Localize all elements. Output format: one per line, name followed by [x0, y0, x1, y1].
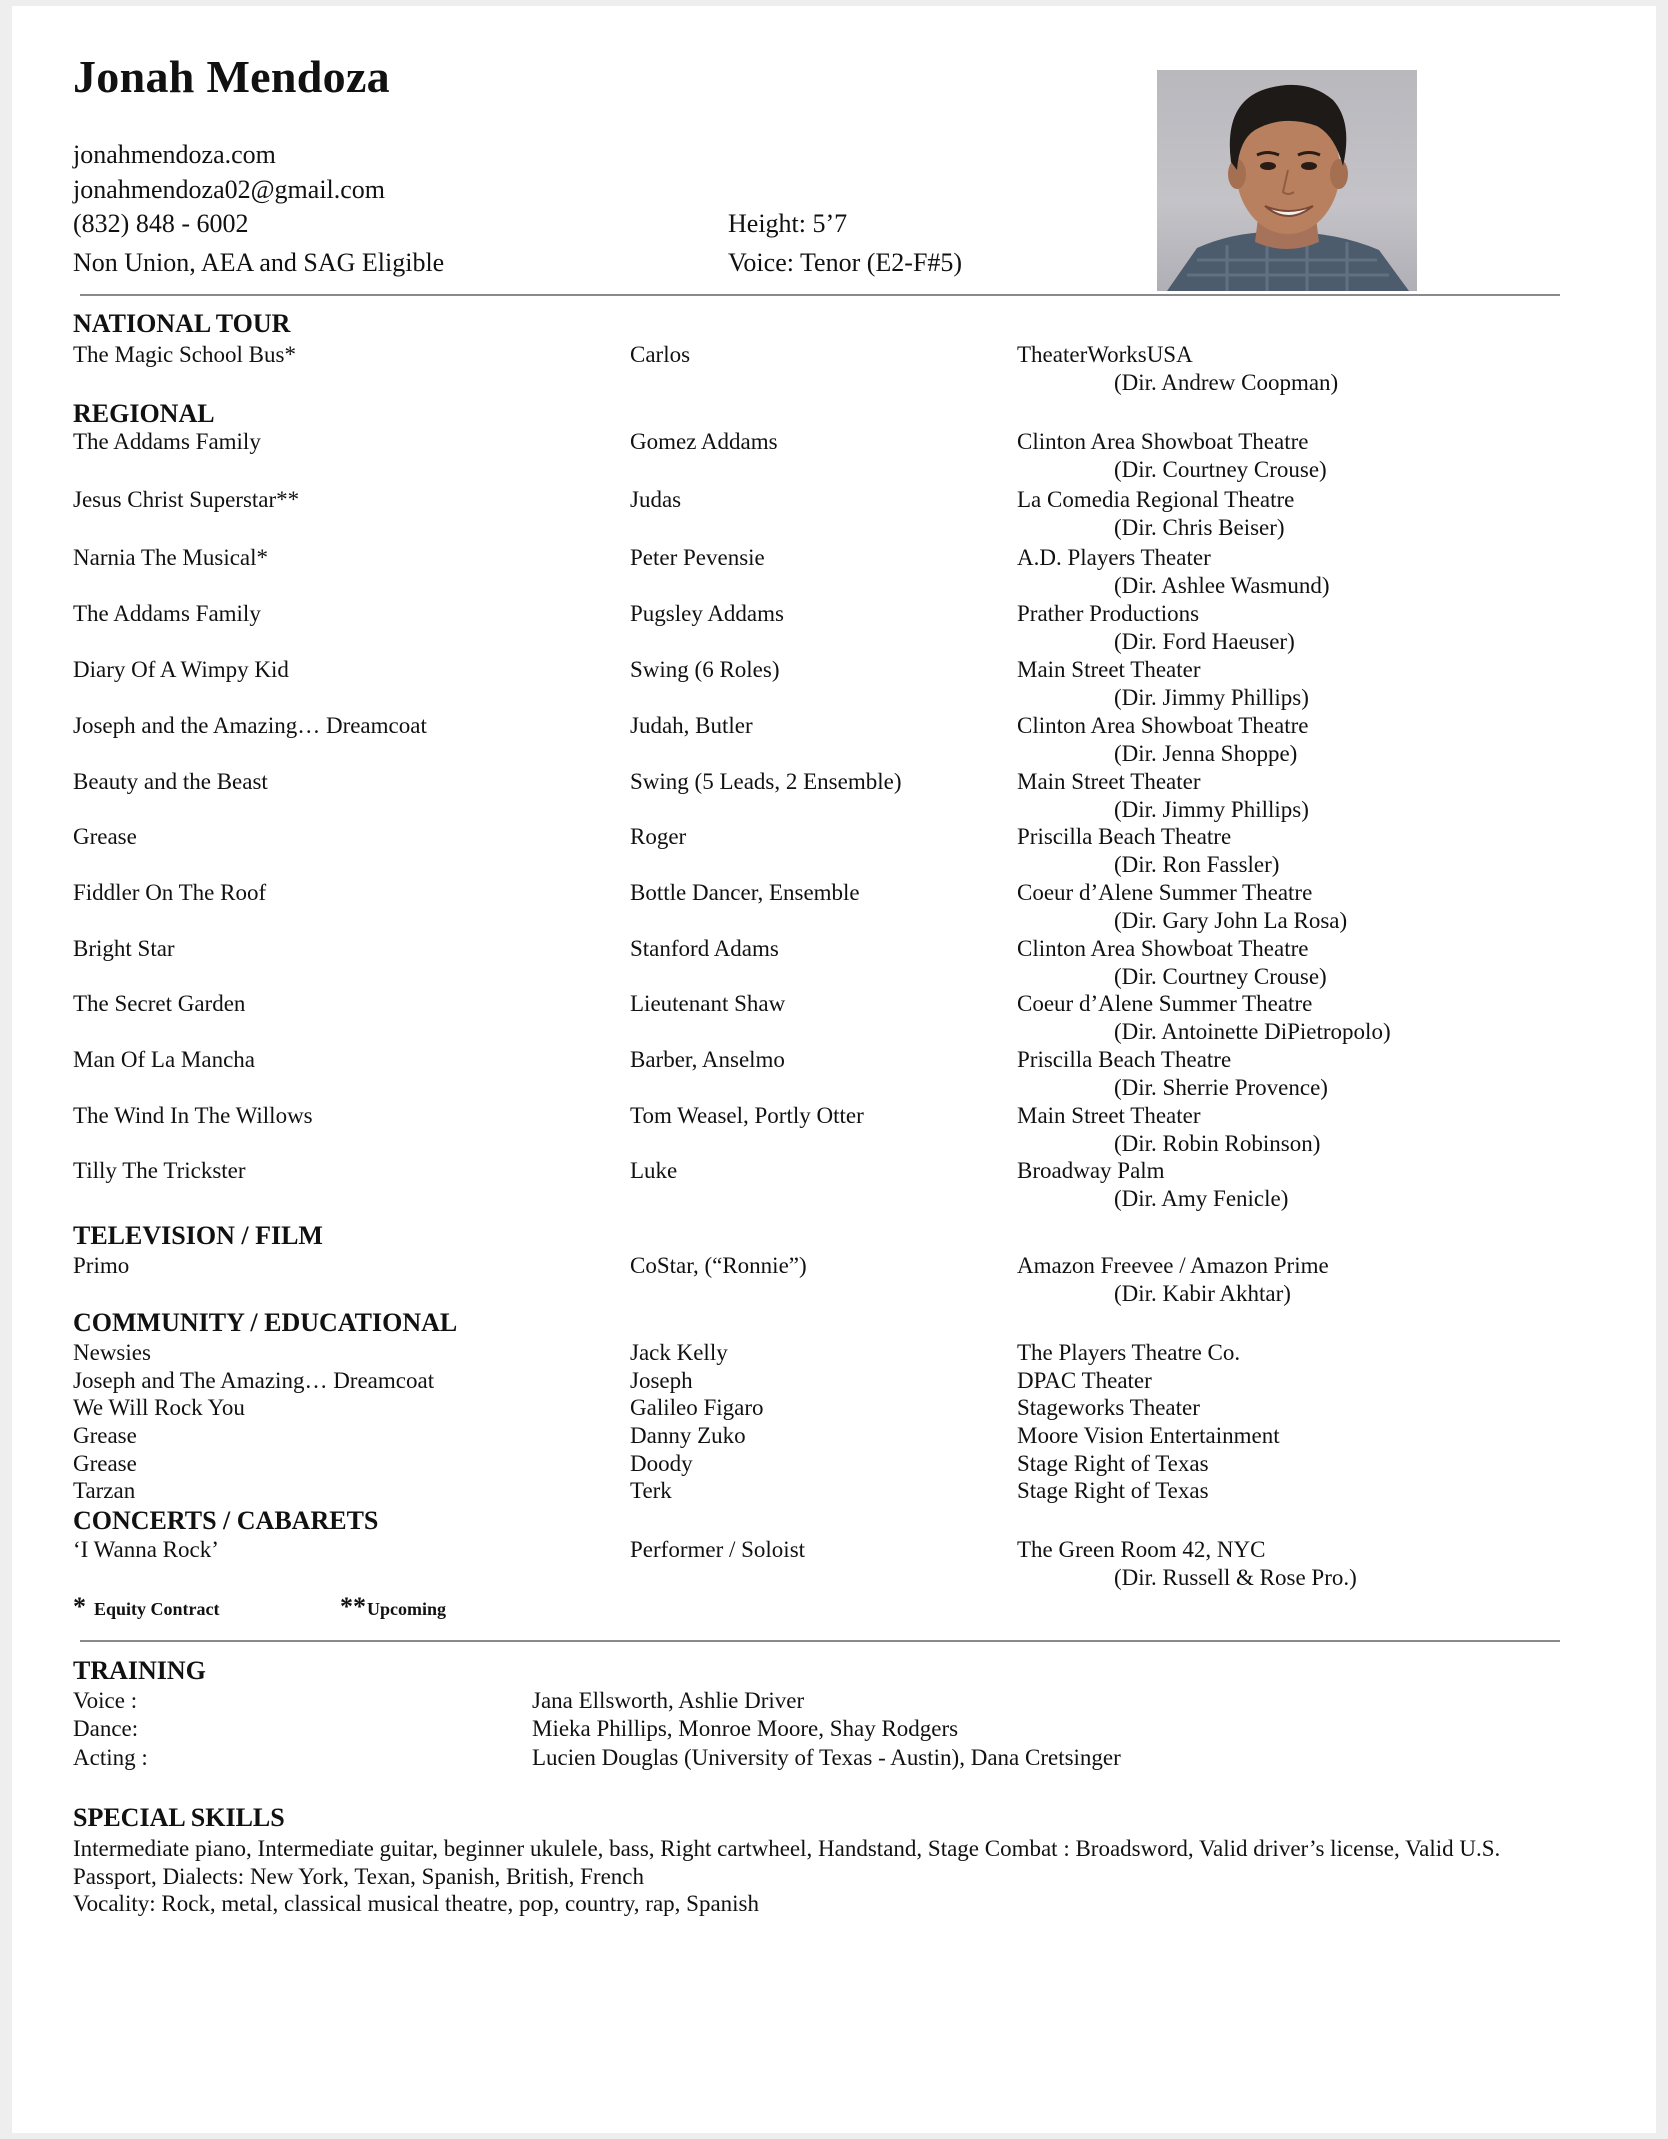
credit-role: Swing (5 Leads, 2 Ensemble) — [630, 769, 902, 794]
headshot-illustration — [1157, 70, 1417, 291]
credit-show: The Secret Garden — [73, 991, 246, 1016]
credit-director: (Dir. Sherrie Provence) — [1114, 1075, 1328, 1100]
credit-director: (Dir. Courtney Crouse) — [1114, 457, 1327, 482]
credit-company: Coeur d’Alene Summer Theatre — [1017, 880, 1313, 905]
union-status: Non Union, AEA and SAG Eligible — [73, 248, 445, 277]
footnote-double-star: ** — [340, 1592, 366, 1621]
section-heading-community: COMMUNITY / EDUCATIONAL — [73, 1308, 458, 1337]
credit-role: Carlos — [630, 342, 691, 367]
credit-company: Stageworks Theater — [1017, 1395, 1200, 1420]
credit-role: Barber, Anselmo — [630, 1047, 785, 1072]
credit-role: CoStar, (“Ronnie”) — [630, 1253, 807, 1278]
phone: (832) 848 - 6002 — [73, 209, 249, 238]
credit-director: (Dir. Kabir Akhtar) — [1114, 1281, 1291, 1306]
credit-company: Broadway Palm — [1017, 1158, 1165, 1183]
credit-role: Tom Weasel, Portly Otter — [630, 1103, 864, 1128]
credit-role: Lieutenant Shaw — [630, 991, 786, 1016]
credit-show: Narnia The Musical* — [73, 545, 269, 570]
footnote-star: * — [73, 1592, 86, 1621]
credit-role: Swing (6 Roles) — [630, 657, 780, 682]
credit-show: Primo — [73, 1253, 130, 1278]
credit-show: Jesus Christ Superstar** — [73, 487, 300, 512]
credit-director: (Dir. Jimmy Phillips) — [1114, 685, 1309, 710]
credit-company: Prather Productions — [1017, 601, 1200, 626]
credit-director: (Dir. Jenna Shoppe) — [1114, 741, 1298, 766]
website[interactable]: jonahmendoza.com — [73, 140, 276, 169]
credit-company: DPAC Theater — [1017, 1368, 1152, 1393]
credit-company: Main Street Theater — [1017, 769, 1201, 794]
credit-role: Luke — [630, 1158, 678, 1183]
credit-company: Clinton Area Showboat Theatre — [1017, 713, 1309, 738]
credit-show: Man Of La Mancha — [73, 1047, 256, 1072]
credit-show: Fiddler On The Roof — [73, 880, 267, 905]
credit-show: Grease — [73, 824, 137, 849]
training-divider — [80, 1640, 1560, 1642]
credit-role: Bottle Dancer, Ensemble — [630, 880, 860, 905]
credit-company: A.D. Players Theater — [1017, 545, 1211, 570]
credit-show: Grease — [73, 1451, 137, 1476]
training-label: Voice : — [73, 1688, 138, 1713]
training-label: Acting : — [73, 1745, 148, 1770]
credit-company: Priscilla Beach Theatre — [1017, 1047, 1232, 1072]
credit-company: Amazon Freevee / Amazon Prime — [1017, 1253, 1329, 1278]
credit-role: Jack Kelly — [630, 1340, 728, 1365]
resume-page — [12, 6, 1656, 2133]
credit-role: Roger — [630, 824, 687, 849]
credit-company: Main Street Theater — [1017, 1103, 1201, 1128]
section-heading-special-skills: SPECIAL SKILLS — [73, 1803, 285, 1832]
credit-role: Judas — [630, 487, 682, 512]
credit-role: Stanford Adams — [630, 936, 779, 961]
height: Height: 5’7 — [728, 209, 848, 238]
section-heading-tv-film: TELEVISION / FILM — [73, 1221, 323, 1250]
credit-company: Priscilla Beach Theatre — [1017, 824, 1232, 849]
credit-director: (Dir. Courtney Crouse) — [1114, 964, 1327, 989]
credit-role: Danny Zuko — [630, 1423, 746, 1448]
email[interactable]: jonahmendoza02@gmail.com — [73, 175, 386, 204]
vocality-text: Vocality: Rock, metal, classical musical theatre, pop, country, rap, Spanish — [73, 1891, 759, 1916]
credit-company: Clinton Area Showboat Theatre — [1017, 936, 1309, 961]
credit-role: Joseph — [630, 1368, 693, 1393]
credit-company: Clinton Area Showboat Theatre — [1017, 429, 1309, 454]
credit-role: Performer / Soloist — [630, 1537, 806, 1562]
footnote-equity: Equity Contract — [94, 1599, 220, 1619]
credit-director: (Dir. Russell & Rose Pro.) — [1114, 1565, 1357, 1590]
credit-role: Doody — [630, 1451, 693, 1476]
credit-company: Moore Vision Entertainment — [1017, 1423, 1280, 1448]
credit-role: Gomez Addams — [630, 429, 778, 454]
credit-show: Bright Star — [73, 936, 175, 961]
credit-director: (Dir. Robin Robinson) — [1114, 1131, 1321, 1156]
credit-director: (Dir. Gary John La Rosa) — [1114, 908, 1348, 933]
credit-company: The Players Theatre Co. — [1017, 1340, 1241, 1365]
credit-director: (Dir. Chris Beiser) — [1114, 515, 1285, 540]
credit-director: (Dir. Andrew Coopman) — [1114, 370, 1339, 395]
credit-director: (Dir. Amy Fenicle) — [1114, 1186, 1289, 1211]
actor-name: Jonah Mendoza — [73, 51, 390, 102]
header-divider — [80, 294, 1560, 296]
credit-company: La Comedia Regional Theatre — [1017, 487, 1295, 512]
credit-show: Tilly The Trickster — [73, 1158, 246, 1183]
training-value: Mieka Phillips, Monroe Moore, Shay Rodgers — [532, 1716, 959, 1741]
credit-show: We Will Rock You — [73, 1395, 245, 1420]
credit-director: (Dir. Ron Fassler) — [1114, 852, 1280, 877]
credit-company: Coeur d’Alene Summer Theatre — [1017, 991, 1313, 1016]
credit-director: (Dir. Antoinette DiPietropolo) — [1114, 1019, 1391, 1044]
credit-role: Galileo Figaro — [630, 1395, 764, 1420]
credit-company: Main Street Theater — [1017, 657, 1201, 682]
credit-show: Diary Of A Wimpy Kid — [73, 657, 289, 682]
credit-show: The Magic School Bus* — [73, 342, 296, 367]
voice-type: Voice: Tenor (E2-F#5) — [728, 248, 963, 277]
credit-show: Joseph and the Amazing… Dreamcoat — [73, 713, 427, 738]
credit-show: Joseph and The Amazing… Dreamcoat — [73, 1368, 435, 1393]
credit-show: The Addams Family — [73, 429, 261, 454]
credit-director: (Dir. Jimmy Phillips) — [1114, 797, 1309, 822]
training-value: Lucien Douglas (University of Texas - Austin), Dana Cretsinger — [532, 1745, 1121, 1770]
credit-director: (Dir. Ford Haeuser) — [1114, 629, 1295, 654]
section-heading-training: TRAINING — [73, 1656, 206, 1685]
section-heading-concerts: CONCERTS / CABARETS — [73, 1506, 379, 1535]
credit-company: Stage Right of Texas — [1017, 1478, 1209, 1503]
credit-show: The Addams Family — [73, 601, 261, 626]
credit-show: The Wind In The Willows — [73, 1103, 313, 1128]
headshot-photo — [1157, 70, 1417, 291]
credit-show: ‘I Wanna Rock’ — [73, 1537, 219, 1562]
credit-company: The Green Room 42, NYC — [1017, 1537, 1266, 1562]
section-heading-regional: REGIONAL — [73, 399, 215, 428]
credit-role: Terk — [630, 1478, 672, 1503]
credit-show: Grease — [73, 1423, 137, 1448]
credit-role: Pugsley Addams — [630, 601, 784, 626]
credit-role: Judah, Butler — [630, 713, 753, 738]
credit-director: (Dir. Ashlee Wasmund) — [1114, 573, 1330, 598]
credit-company: Stage Right of Texas — [1017, 1451, 1209, 1476]
training-label: Dance: — [73, 1716, 139, 1741]
credit-company: TheaterWorksUSA — [1017, 342, 1193, 367]
skills-text: Intermediate piano, Intermediate guitar, beginner ukulele, bass, Right cartwheel, Handstand, Stage Combat : Broadsword, Valid driver’s license, Valid U.S. Passport, Dialects: New York, Texan, Spanish, British, French — [73, 1836, 1501, 1889]
section-heading-national-tour: NATIONAL TOUR — [73, 309, 291, 338]
credit-show: Tarzan — [73, 1478, 136, 1503]
credit-role: Peter Pevensie — [630, 545, 765, 570]
credit-show: Beauty and the Beast — [73, 769, 268, 794]
training-value: Jana Ellsworth, Ashlie Driver — [532, 1688, 805, 1713]
credit-show: Newsies — [73, 1340, 151, 1365]
footnote-upcoming: Upcoming — [367, 1599, 447, 1619]
